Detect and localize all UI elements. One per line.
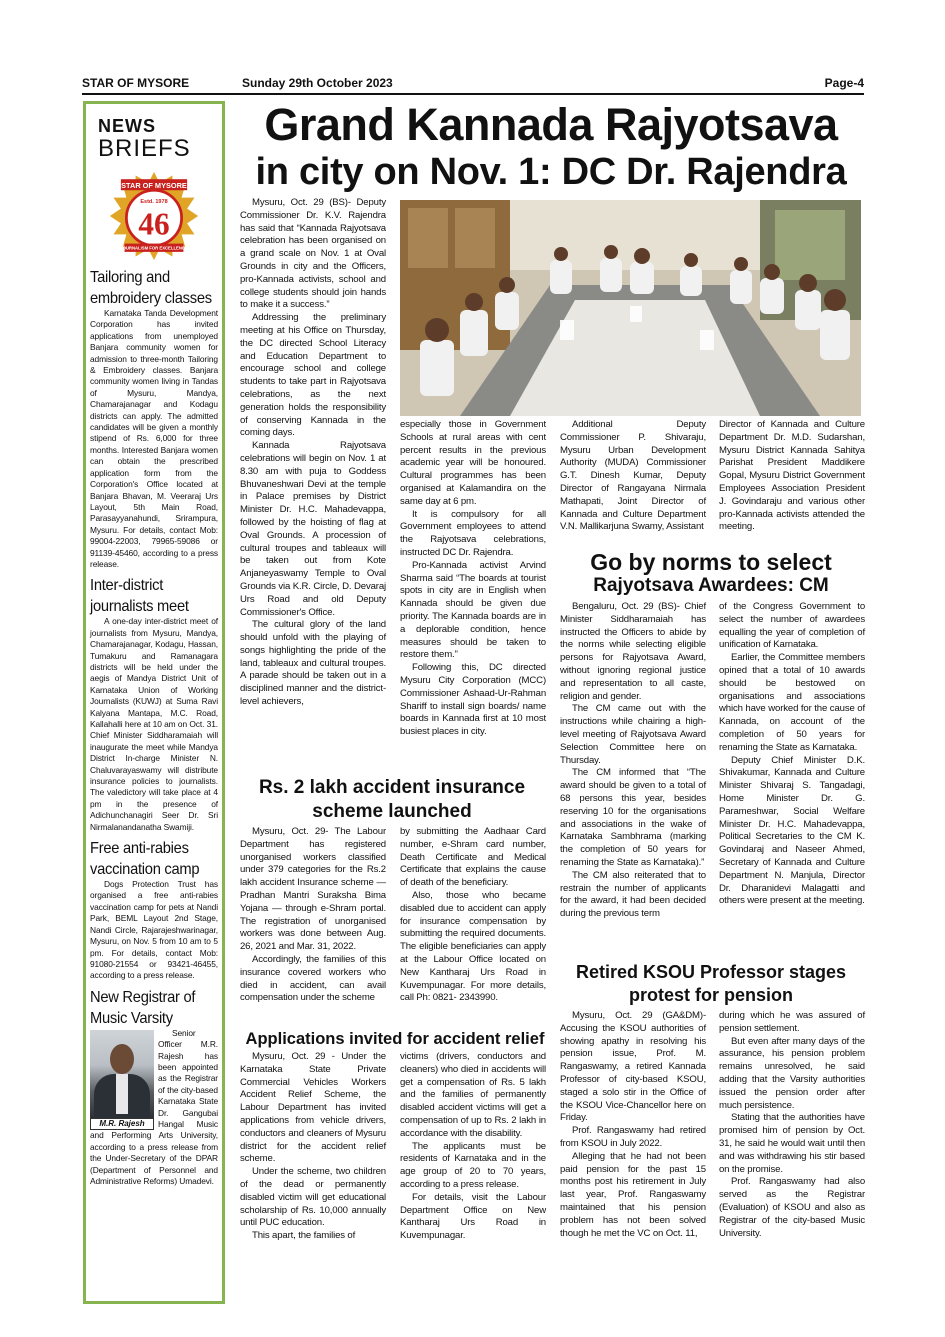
seal-bottom-text: JOURNALISM FOR EXCELLENCE: [120, 245, 188, 251]
norms-column-2: [719, 601, 865, 908]
lead-headline-line2: in city on Nov. 1: DC Dr. Rajendra: [255, 151, 847, 193]
norms-col2-para: Deputy Chief Minister D.K. Shivakumar, Kannada and Culture Minister Shivaraj S. Tangadagi, Home Minister Dr. G. Parameshwar, Social Welfare Minister Dr. H.C. Mahadevappa, Political Secretaries to the CM K. Govindaraj and Naseer Ahmed, Secretary of Kannada and Culture Department N. Manjula, Director Dr. Dharanidevi Malagatti and others were present at the meeting.: [719, 754, 865, 907]
insurance-column-2: [400, 826, 546, 1005]
briefs-label: BRIEFS: [98, 135, 191, 162]
norms-headline-line2: Rajyotsava Awardees: CM: [593, 575, 829, 596]
header-rule: [82, 93, 864, 95]
ksou-col1-para: Prof. Rangaswamy had retired from KSOU in July 2022.: [560, 1125, 706, 1149]
relief-column-2: [400, 1051, 546, 1243]
relief-col1-para: Under the scheme, two children of the dead or permanently disabled victim will get educational scholarship of Rs. 10,000 annually until PUC education.: [240, 1166, 386, 1229]
relief-col2-para: For details, visit the Labour Department Office on New Kantharaj Urs Road in Kuvempunagar.: [400, 1191, 546, 1242]
meeting-photo-image: [400, 200, 861, 416]
brief-4-heading-line1: New Registrar of: [90, 988, 196, 1006]
insurance-headline: [236, 776, 548, 824]
ksou-col2-para: Stating that the authorities have promised him of pension by Oct. 31, he said he would wait until then and was withdrawing his stir based on the promise.: [719, 1112, 865, 1175]
ksou-col1-para: Mysuru, Oct. 29 (GA&DM)- Accusing the KSOU authorities of showing apathy in resolving his pension issue, Prof. M. Rangaswamy, a retired Kannada Professor of city-based KSOU, staged a solo stir in the Office of the KSOU Vice-Chancellor here on Friday.: [560, 1010, 706, 1124]
brief-3-body: Dogs Protection Trust has organised a free anti-rabies vaccination camp for pets at Nandi Park, BEML Layout 2nd Stage, Nandi Circle, Rajarajeshwarinagar, Mysuru, on Nov. 5 from 10 am to 5 pm. For details, contact Mob: 91080-21554 or 93421-46455, according to a press release.: [90, 879, 218, 981]
ksou-column-1: [560, 1010, 706, 1240]
lead-story-column-3: [560, 419, 706, 534]
insurance-col1-para: Mysuru, Oct. 29- The Labour Department has registered unorganised workers classified under 379 categories for the Rs.2 lakh accident Insurance scheme — Pradhan Mantri Suraksha Bima Yojana — through e-Shram portal. The registration of unorganised workers was done between Aug. 26, 2021 and Mar. 31, 2022.: [240, 826, 386, 953]
brief-3-heading-line2: vaccination camp: [90, 861, 200, 879]
insurance-col2-para: by submitting the Aadhaar Card number, e-Shram card number, Death Certificate and Medical Certificate that explains the cause of death of the beneficiary.: [400, 826, 546, 889]
anniversary-seal-logo: [108, 170, 200, 262]
seal-top-text: STAR OF MYSORE: [121, 180, 187, 190]
brief-1-heading-line1: Tailoring and: [90, 269, 170, 286]
ksou-headline-line1: Retired KSOU Professor stages: [575, 962, 847, 982]
lead-col2-para: especially those in Government Schools at rural areas with cent percent results in the previous academic year will be honoured. Cultural programmes has been organised at Kalamandira on the same day at 6 pm.: [400, 419, 546, 507]
lead-headline-line1: Grand Kannada Rajyotsava: [264, 99, 838, 150]
seal-number: 46: [138, 206, 170, 242]
norms-col1-para: Bengaluru, Oct. 29 (BS)- Chief Minister Siddharamaiah has instructed the Officers to abide by the norms while selecting eligible persons for Rajyotsava Award, without ignoring regional justice and representation to all caste, religion and gender.: [560, 601, 706, 702]
brief-2-heading-line2: journalists meet: [90, 598, 189, 616]
ksou-col2-para: Prof. Rangaswamy had also served as the Registrar (Evaluation) of KSOU and also as Registrar of the city-based Music University.: [719, 1176, 865, 1239]
insurance-col1-para: Accordingly, the families of this insurance covered workers who died in accident, can avail compensation under the scheme: [240, 953, 386, 1004]
ksou-col2-para: during which he was assured of pension settlement.: [719, 1010, 865, 1034]
newspaper-name: STAR OF MYSORE: [82, 76, 190, 90]
lead-story-column-4: [719, 419, 865, 534]
lead-col2-para: Pro-Kannada activist Arvind Sharma said “The boards at tourist spots in city are in English when Kannada should be given due priority. The Kannada boards are in a deplorable condition, hence measures should be taken to restore them.”: [400, 559, 546, 661]
lead-col1-para: Mysuru, Oct. 29 (BS)- Deputy Commissioner Dr. K.V. Rajendra has said that “Kannada Rajyotsava celebration has been organised on a grand scale on Nov. 1 at Oval Grounds in city and the Officers, pro-Kannada activists, school and college students should join hands to make it a success.”: [240, 197, 386, 311]
brief-4-heading-line2: Music Varsity: [90, 1009, 173, 1027]
ksou-col2-para: But even after many days of the assurance, his pension problem remains unresolved, he said adding that the Varsity authorities issued the pension order after much persistence.: [719, 1035, 865, 1111]
norms-col1-para: The CM also reiterated that to restrain the number of applicants for the award, it had been decided during the previous term: [560, 869, 706, 920]
norms-col1-para: The CM came out with the instructions while chairing a high-level meeting of Rajyotsava Award Selection Committee here on Thursday.: [560, 703, 706, 766]
insurance-column-1: [240, 826, 386, 1005]
registrar-photo-caption: M.R. Rajesh: [90, 1118, 154, 1130]
relief-column-1: [240, 1051, 386, 1243]
brief-2-body: A one-day inter-district meet of journalists from Mysuru, Mandya, Chamarajanagar, Kodagu, Hassan, Tumakuru and Ramanagara districts will be held under the aegis of Mandya District Unit of Karnataka Union of Working Journalists (KUWJ) at Suma Ravi Kalyana Mantapa, M.C. Road, Kallahalli here at 10 am on Oct. 31. Chief Minister Siddharamaiah will inaugurate the meet while Mandya District In-charge Minister N. Chaluvarayaswamy will distribute insurance policies to journalists. The valedictory will take place at 4 pm in the presence of Adichunchanagiri Seer Dr. Sri Nirmalanandanatha Swamiji.: [90, 616, 218, 832]
ksou-col1-para: Alleging that he had not been paid pension for the past 15 months post his retirement in July last year, Prof. Rangaswamy maintained that his pension problem has not been solved though he met the VC on Oct. 11,: [560, 1150, 706, 1239]
norms-col2-para: Earlier, the Committee members opined that a total of 10 awards should be bestowed on organisations and associations which have worked for the cause of Kannada, on account of the completion of 50 years for renaming the State as Karnataka.: [719, 652, 865, 753]
insurance-col2-para: Also, those who became disabled due to accident can apply for insurance compensation by submitting the required documents. The eligible beneficiaries can apply at the Labour Office located on New Kantharaj Urs Road in Kuvempunagar. For more details, call Ph: 0821- 2343990.: [400, 889, 546, 1004]
lead-col2-para: It is compulsory for all Government employees to attend the Rajyotsava celebrations, instructed DC Dr. Rajendra.: [400, 508, 546, 558]
lead-col1-para: Addressing the preliminary meeting at his Office on Thursday, the DC directed School Literacy and Education Department to encourage school and college students to take part in Rajyotsava celebrations, as the next generation holds the responsibility of conserving Kannada in the coming days.: [240, 312, 386, 439]
registrar-photo: [90, 1030, 154, 1130]
relief-col2-para: victims (drivers, conductors and cleaners) who died in accidents will get a compensation of Rs. 5 lakh and the families of permanently disabled accident victims will get a compensation of up to Rs. 2 lakh in accordance with the disability.: [400, 1051, 546, 1139]
insurance-headline-line2: scheme launched: [312, 801, 472, 822]
registrar-portrait-image: [90, 1030, 154, 1118]
ksou-column-2: [719, 1010, 865, 1240]
relief-col1-para: Mysuru, Oct. 29 - Under the Karnataka State Private Commercial Vehicles Workers Accident Relief Scheme, the Labour Department has invited applications from vehicle drivers, conductors and cleaners of Mysuru district for the accident relief scheme.: [240, 1051, 386, 1165]
lead-story-headline: [236, 100, 866, 194]
lead-story-column-1: [240, 197, 386, 709]
relief-headline: Applications invited for accident relief: [245, 1030, 545, 1048]
meeting-photo: [400, 200, 861, 416]
lead-col4-para: Director of Kannada and Culture Department Dr. M.D. Sudarshan, Mysuru District Kannada Sahitya Parishat President Maddikere Gopal, Mysuru District Government Employees Association President J. Govindaraju and various other pro-Kannada activists attended the meeting.: [719, 419, 865, 533]
seal-estd-text: Estd. 1978: [140, 199, 168, 206]
news-briefs-sidebar: [83, 101, 225, 1304]
lead-story-column-2: [400, 419, 546, 739]
relief-col1-para: This apart, the families of: [252, 1230, 356, 1242]
norms-column-1: [560, 601, 706, 921]
norms-col2-para: of the Congress Government to select the number of awardees equalling the year of completion of unification of Karnataka.: [719, 601, 865, 651]
brief-1-heading-line2: embroidery classes: [90, 290, 212, 307]
issue-date: Sunday 29th October 2023: [242, 76, 393, 90]
brief-2-heading-line1: Inter-district: [90, 577, 164, 595]
lead-col1-para: The cultural glory of the land should unfold with the playing of songs highlighting the pride of the land, tableaux and cultural troupes. A parade should be taken out in a disciplined manner and the district-level achievers,: [240, 619, 386, 708]
ksou-headline-line2: protest for pension: [628, 985, 793, 1005]
insurance-headline-line1: Rs. 2 lakh accident insurance: [258, 777, 526, 798]
brief-1-body: Karnataka Tanda Development Corporation has invited applications from unemployed Banjara community women for admission to three-month Tailoring & Embroidery classes. Banjara community women living in Tandas of Mysuru, Mandya, Chamarajanagar and Kodagu districts can apply. The admitted candidates will be given a monthly stipend of Rs. 6,000 for three months. Interested Banjara women can obtain the prescribed application form from the Corporation's Office located at Banjara Bhavan, M. Veeraraj Urs Layout, 5th Main Road, Parasayyanahundi, Srirampura, Mysuru. For details, contact Mob: 99004-22003, 79965-59086 or 91139-45460, according to a press release.: [90, 308, 218, 569]
brief-3-heading-line1: Free anti-rabies: [90, 840, 189, 858]
lead-col1-para: Kannada Rajyotsava celebrations will begin on Nov. 1 at 8.30 am with puja to Goddess Bhuvaneshwari Devi at the temple in Palace premises by District Minister Dr. H.C. Mahadevappa, followed by the hoisting of flag at Oval Grounds. A procession of cultural troupes and tableaux will be taken out from Kote Anjaneyaswamy Temple to Oval Grounds via K.R. Circle, D. Devaraj Urs Road and old Deputy Commissioner's Office.: [240, 440, 386, 618]
lead-col3-para: Additional Deputy Commissioner P. Shivaraju, Mysuru Urban Development Authority (MUDA) Commissioner G.T. Dinesh Kumar, Deputy Director of Rangayana Nirmala Mathapati, Joint Director of Kannada and Culture Department V.N. Mallikarjuna Swamy, Assistant: [560, 419, 706, 533]
news-label: NEWS: [98, 116, 156, 136]
lead-col2-para: Following this, DC directed Mysuru City Corporation (MCC) Commissioner Ashaad-Ur-Rahman Shariff to install sign boards/ name boards in Kannada first at 10 most busiest places in city.: [400, 662, 546, 738]
ksou-headline: [555, 961, 867, 1007]
relief-col2-para: The applicants must be residents of Karnataka and in the age group of 20 to 70 years, according to a press release.: [400, 1140, 546, 1190]
norms-headline-line1: Go by norms to select: [590, 549, 832, 575]
norms-col1-para: The CM informed that “The award should be given to a total of 68 persons this year, besides reserving 10 for the organisations and associations in the wake of Karnataka Sambhrama (marking the completion of 50 years for renaming the State as Karnataka).”: [560, 767, 706, 868]
brief-4-body: Senior Officer M.R. Rajesh has been appointed as the Registrar of the city-based Karnataka State Dr. Gangubai Hangal Music and Performing Arts University, according to a press release from the Under-Secretary of the DPAR (Department of Personnel and Administrative Reforms) Umadevi.: [90, 1027, 218, 1186]
norms-headline: [555, 549, 867, 597]
page-number: Page-4: [824, 76, 864, 90]
page-header: [82, 76, 864, 92]
